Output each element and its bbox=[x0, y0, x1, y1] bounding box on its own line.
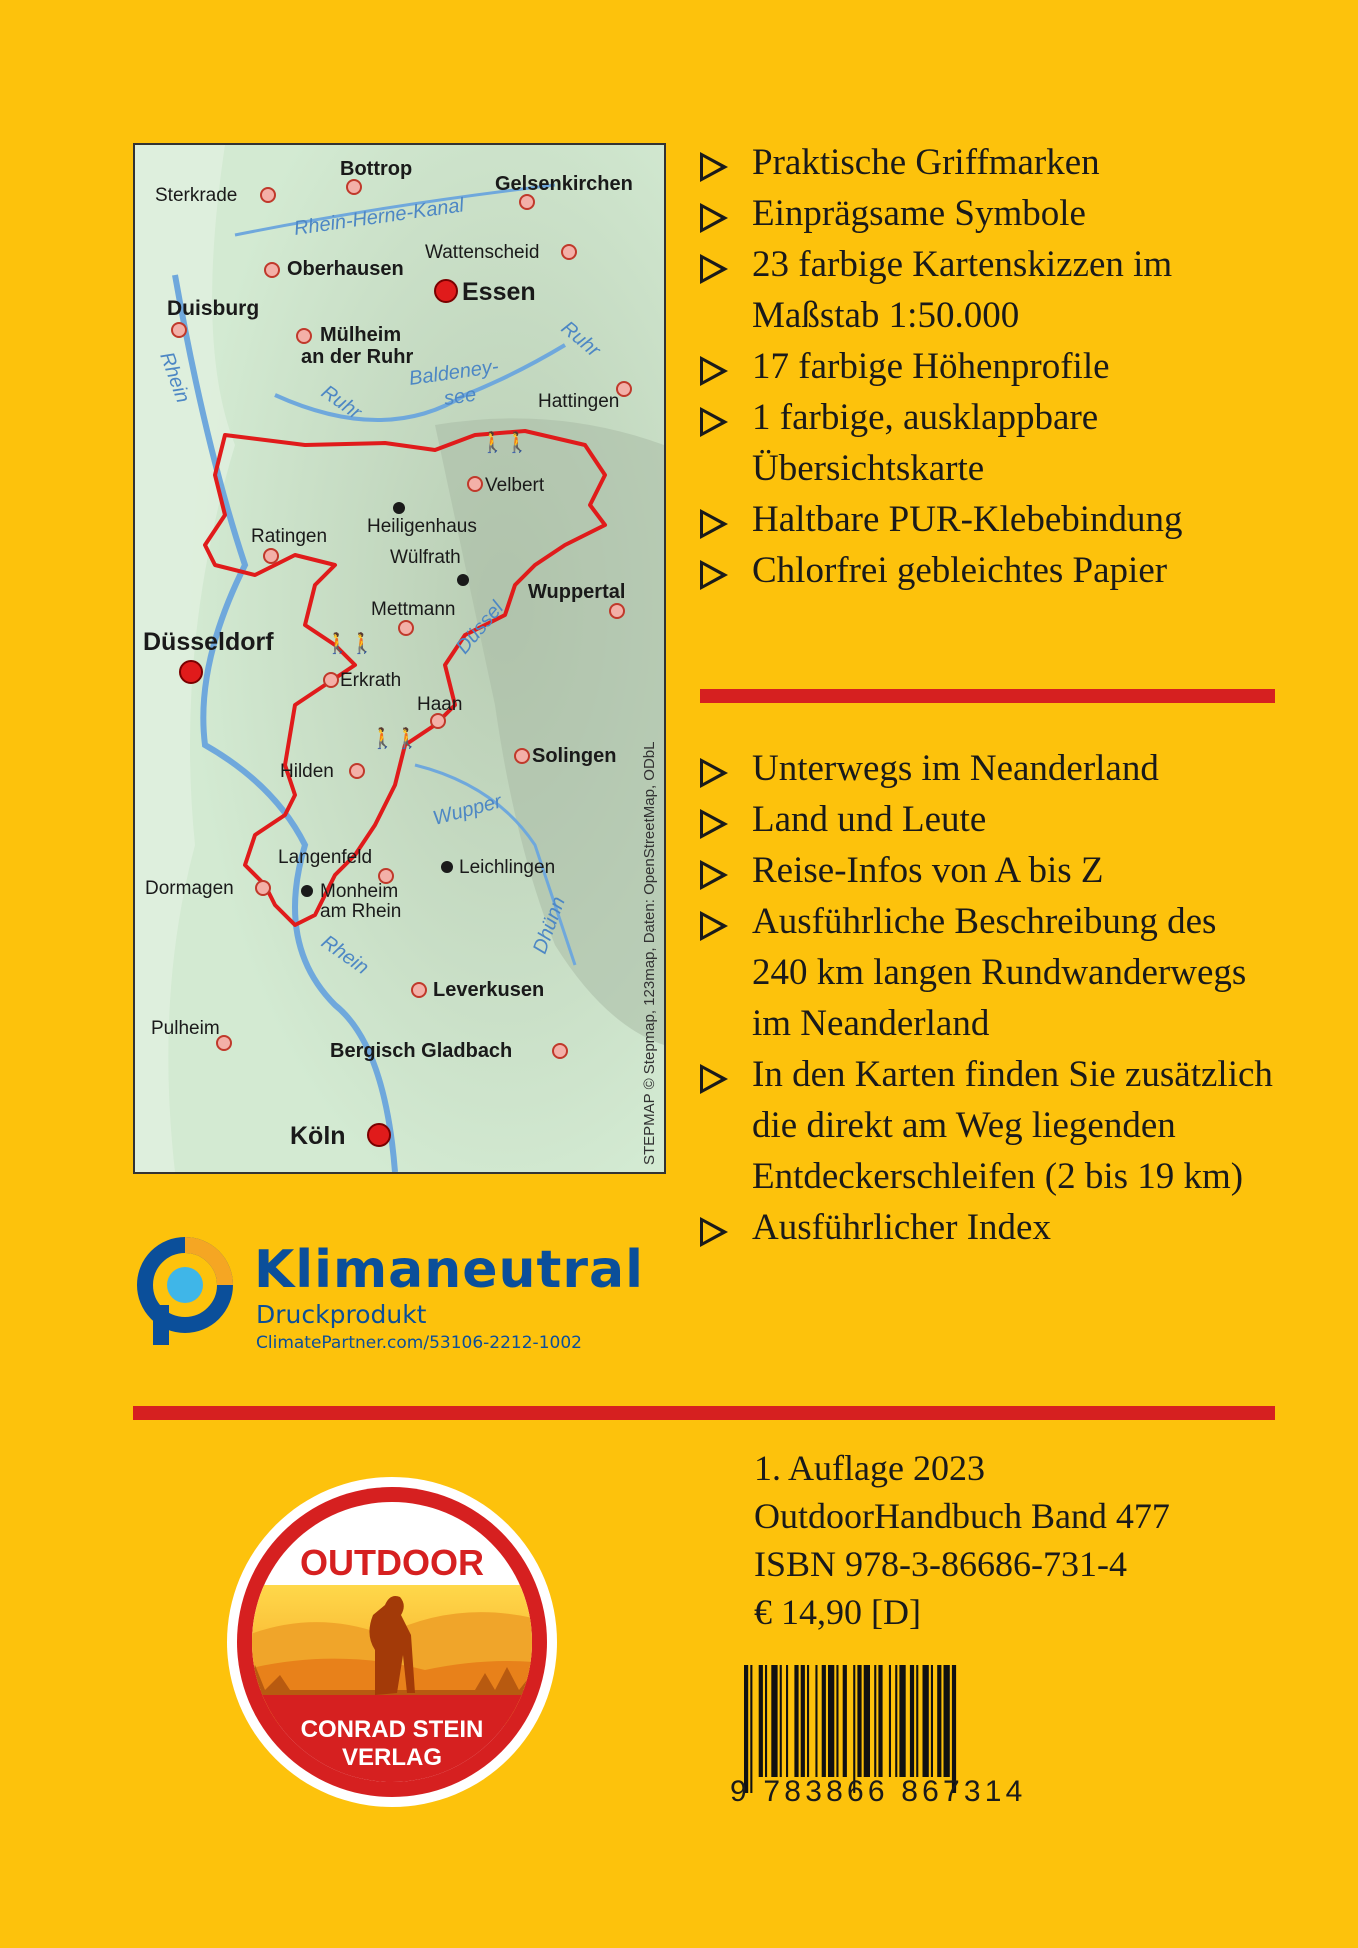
feature-text: 1 farbige, ausklappbare Übersichtskarte bbox=[752, 397, 1099, 489]
map-label: Dormagen bbox=[145, 878, 234, 899]
water-label: Wupper bbox=[430, 790, 504, 830]
feature-item bbox=[700, 392, 1260, 494]
triangle-bullet-icon bbox=[700, 1217, 728, 1247]
triangle-bullet-icon bbox=[700, 560, 728, 590]
overview-map bbox=[133, 143, 666, 1174]
water-label: Ruhr bbox=[317, 381, 366, 424]
map-label: Monheim bbox=[320, 881, 399, 902]
feature-text: 23 farbige Kartenskizzen im Maßstab 1:50.000 bbox=[752, 244, 1173, 336]
barcode-bar bbox=[853, 1665, 855, 1793]
map-credit: STEPMAP © Stepmap, 123map, Daten: OpenStreetMap, ODbL bbox=[641, 741, 658, 1165]
divider-bar bbox=[700, 689, 1275, 703]
barcode-bar bbox=[944, 1665, 950, 1777]
outdoor-badge bbox=[225, 1475, 559, 1809]
feature-list-bottom bbox=[700, 743, 1280, 1253]
map-label: Bottrop bbox=[340, 158, 413, 180]
barcode-bar bbox=[952, 1665, 956, 1793]
feature-item bbox=[700, 137, 1260, 188]
water-label: Ruhr bbox=[556, 316, 605, 362]
barcode-bar bbox=[857, 1665, 861, 1777]
feature-text: Reise-Infos von A bis Z bbox=[752, 850, 1104, 891]
klimaneutral-title: Klimaneutral bbox=[254, 1240, 644, 1300]
feature-text: Ausführlicher Index bbox=[752, 1207, 1051, 1248]
map-label: Wattenscheid bbox=[425, 242, 540, 263]
feature-text: Ausführliche Beschreibung des 240 km langen Rundwanderwegs im Neanderland bbox=[752, 901, 1247, 1044]
barcode-bar bbox=[815, 1665, 817, 1777]
map-label: Leverkusen bbox=[433, 979, 545, 1001]
svg-text:🚶🚶: 🚶🚶 bbox=[325, 631, 375, 655]
feature-item bbox=[700, 494, 1260, 545]
triangle-bullet-icon bbox=[700, 254, 728, 284]
book-info bbox=[754, 1444, 1170, 1636]
triangle-bullet-icon bbox=[700, 758, 728, 788]
feature-text: Unterwegs im Neanderland bbox=[752, 748, 1159, 789]
map-label: Mettmann bbox=[371, 599, 456, 620]
barcode-bar bbox=[807, 1665, 809, 1777]
water-label: Rhein bbox=[317, 931, 373, 980]
triangle-bullet-icon bbox=[700, 203, 728, 233]
map-label: Haan bbox=[417, 694, 463, 715]
barcode bbox=[736, 1665, 1128, 1793]
map-label: Oberhausen bbox=[287, 258, 404, 280]
feature-item bbox=[700, 239, 1260, 341]
triangle-bullet-icon bbox=[700, 809, 728, 839]
isbn-text: ISBN 978-3-86686-731-4 bbox=[754, 1544, 1127, 1584]
map-label: Bergisch Gladbach bbox=[330, 1040, 513, 1062]
barcode-bar bbox=[878, 1665, 882, 1777]
map-graphic bbox=[135, 145, 664, 1172]
map-label: Velbert bbox=[485, 475, 545, 496]
feature-item bbox=[700, 341, 1260, 392]
svg-text:🚶🚶: 🚶🚶 bbox=[480, 430, 530, 454]
map-label: Pulheim bbox=[151, 1018, 220, 1039]
feature-text: Chlorfrei gebleichtes Papier bbox=[752, 550, 1168, 591]
triangle-bullet-icon bbox=[700, 356, 728, 386]
barcode-bar bbox=[836, 1665, 838, 1777]
barcode-bar bbox=[759, 1665, 763, 1777]
triangle-bullet-icon bbox=[700, 407, 728, 437]
map-label: Gelsenkirchen bbox=[495, 173, 633, 195]
barcode-bar bbox=[923, 1665, 929, 1777]
map-label: Hattingen bbox=[538, 391, 620, 412]
badge-bottom-line2: VERLAG bbox=[341, 1744, 443, 1771]
map-label: Ratingen bbox=[251, 526, 328, 547]
barcode-bar bbox=[874, 1665, 876, 1777]
triangle-bullet-icon bbox=[700, 1064, 728, 1094]
badge-top-text: OUTDOOR bbox=[300, 1542, 484, 1583]
map-label: Leichlingen bbox=[459, 857, 556, 878]
map-label: Sterkrade bbox=[155, 185, 238, 206]
map-label: Hilden bbox=[280, 761, 334, 782]
badge-bottom-line1: CONRAD STEIN bbox=[300, 1716, 484, 1743]
barcode-bar bbox=[916, 1665, 918, 1777]
barcode-bar bbox=[828, 1665, 834, 1777]
feature-text: Land und Leute bbox=[752, 799, 987, 840]
barcode-bar bbox=[843, 1665, 847, 1777]
map-label: Solingen bbox=[532, 745, 617, 767]
barcode-bar bbox=[895, 1665, 897, 1777]
water-label: Baldeney- bbox=[407, 355, 500, 390]
barcode-bar bbox=[864, 1665, 870, 1777]
klimaneutral-url: ClimatePartner.com/53106-2212-1002 bbox=[256, 1333, 582, 1353]
barcode-bar bbox=[899, 1665, 905, 1777]
water-label: Rhein-Herne-Kanal bbox=[292, 194, 466, 240]
triangle-bullet-icon bbox=[700, 860, 728, 890]
water-label: Düssel bbox=[451, 597, 509, 659]
map-label: Mülheim bbox=[320, 324, 402, 346]
map-label: Erkrath bbox=[340, 670, 402, 691]
klimaneutral-subtitle: Druckprodukt bbox=[256, 1300, 427, 1329]
feature-item bbox=[700, 188, 1260, 239]
price-text: € 14,90 [D] bbox=[754, 1592, 921, 1632]
barcode-bar bbox=[801, 1665, 805, 1777]
climate-partner-logo bbox=[133, 1235, 237, 1345]
feature-item bbox=[700, 896, 1280, 1049]
barcode-bar bbox=[771, 1665, 777, 1777]
barcode-bar bbox=[765, 1665, 767, 1777]
barcode-bar bbox=[786, 1665, 788, 1777]
map-label: Wuppertal bbox=[528, 581, 626, 603]
feature-text: Einprägsame Symbole bbox=[752, 193, 1086, 234]
feature-text: Praktische Griffmarken bbox=[752, 142, 1100, 183]
triangle-bullet-icon bbox=[700, 911, 728, 941]
map-label: Düsseldorf bbox=[143, 628, 274, 656]
map-label: Wülfrath bbox=[390, 547, 461, 568]
barcode-bar bbox=[744, 1665, 748, 1793]
map-label: am Rhein bbox=[320, 901, 402, 922]
feature-text: In den Karten finden Sie zusätzlich die direkt am Weg liegenden Entdeckerschleifen (2 bis 19 km) bbox=[752, 1054, 1273, 1197]
triangle-bullet-icon bbox=[700, 509, 728, 539]
barcode-bar bbox=[794, 1665, 798, 1777]
feature-item bbox=[700, 845, 1280, 896]
barcode-bar bbox=[822, 1665, 826, 1777]
triangle-bullet-icon bbox=[700, 152, 728, 182]
barcode-digits: 9 783866 867314 bbox=[730, 1775, 1027, 1808]
barcode-bar bbox=[889, 1665, 891, 1777]
feature-text: 17 farbige Höhenprofile bbox=[752, 346, 1110, 387]
map-label: Heiligenhaus bbox=[367, 516, 477, 537]
feature-item bbox=[700, 743, 1280, 794]
barcode-bar bbox=[937, 1665, 941, 1777]
water-label: Rhein bbox=[155, 349, 194, 406]
series-text: OutdoorHandbuch Band 477 bbox=[754, 1496, 1170, 1536]
barcode-bar bbox=[780, 1665, 782, 1777]
feature-item bbox=[700, 1202, 1280, 1253]
barcode-bar bbox=[931, 1665, 933, 1777]
map-label: Essen bbox=[462, 278, 536, 306]
feature-list-top bbox=[700, 137, 1260, 596]
map-label: an der Ruhr bbox=[301, 346, 414, 368]
edition-text: 1. Auflage 2023 bbox=[754, 1448, 985, 1488]
feature-item bbox=[700, 794, 1280, 845]
feature-item bbox=[700, 1049, 1280, 1202]
map-label: Köln bbox=[290, 1122, 346, 1150]
barcode-bar bbox=[750, 1665, 752, 1793]
map-label: Langenfeld bbox=[278, 847, 373, 868]
water-label: see bbox=[442, 383, 478, 410]
svg-text:🚶🚶: 🚶🚶 bbox=[370, 726, 420, 750]
feature-text: Haltbare PUR-Klebebindung bbox=[752, 499, 1183, 540]
feature-item bbox=[700, 545, 1260, 596]
barcode-bar bbox=[910, 1665, 914, 1777]
map-label: Duisburg bbox=[167, 297, 260, 320]
divider-bar bbox=[133, 1406, 1275, 1420]
water-label: Dhünn bbox=[529, 893, 570, 957]
